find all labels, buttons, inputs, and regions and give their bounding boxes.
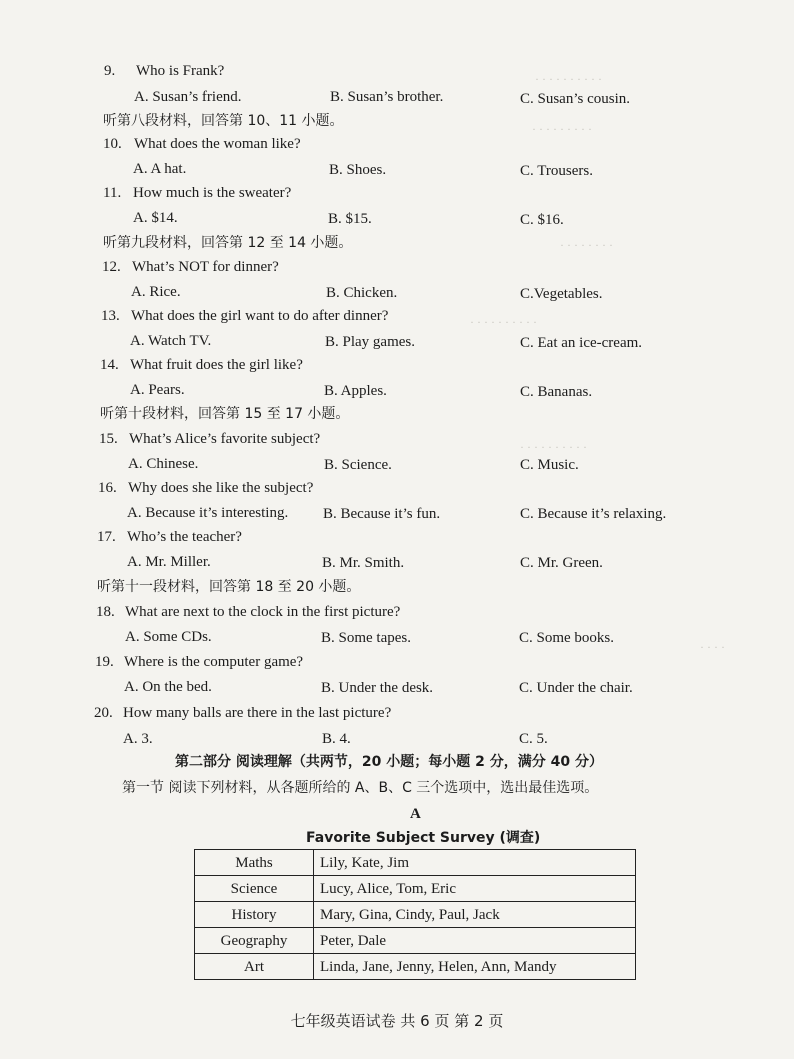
option-b: B. Apples.	[324, 383, 387, 399]
bleed-through-text: · · · · · · · · · ·	[535, 72, 602, 86]
page-footer: 七年级英语试卷 共 6 页 第 2 页	[290, 1012, 504, 1030]
question-text: What’s NOT for dinner?	[132, 259, 279, 275]
students-cell: Peter, Dale	[314, 928, 636, 954]
question-number: 10.	[103, 136, 122, 152]
bleed-through-text: · · · · · · · · · ·	[520, 440, 587, 454]
option-c: C. Under the chair.	[519, 680, 633, 696]
section-instruction: 听第十一段材料，回答第 18 至 20 小题。	[97, 579, 361, 595]
survey-table	[194, 849, 636, 980]
passage-letter: A	[410, 806, 421, 822]
option-c: C. $16.	[520, 212, 564, 228]
option-c: C. Bananas.	[520, 384, 593, 400]
option-b: B. Mr. Smith.	[322, 555, 405, 571]
option-a: A. Chinese.	[128, 456, 199, 472]
option-c: C. Because it’s relaxing.	[520, 506, 667, 522]
question-number: 12.	[102, 259, 121, 275]
table-row	[195, 876, 636, 902]
option-a: A. Rice.	[131, 284, 181, 300]
students-cell: Lily, Kate, Jim	[314, 850, 636, 876]
bleed-through-text: · · · · · · · · · ·	[470, 315, 537, 329]
question-text: How many balls are there in the last picture?	[123, 705, 392, 721]
option-b: B. Some tapes.	[321, 630, 411, 646]
question-text: What’s Alice’s favorite subject?	[129, 431, 321, 447]
option-c: C. Trousers.	[520, 163, 593, 179]
subject-cell: Maths	[195, 850, 314, 876]
part-heading: 第二部分 阅读理解（共两节，20 小题；每小题 2 分，满分 40 分）	[175, 754, 603, 770]
question-number: 16.	[98, 480, 117, 496]
question-number: 9.	[104, 63, 116, 79]
question-text: Who is Frank?	[136, 63, 225, 79]
section-instruction: 听第九段材料，回答第 12 至 14 小题。	[103, 235, 353, 251]
option-c: C. Some books.	[519, 630, 615, 646]
question-number: 20.	[94, 705, 113, 721]
option-b: B. $15.	[328, 211, 372, 227]
subject-cell: Geography	[195, 928, 314, 954]
option-b: B. Under the desk.	[321, 680, 434, 696]
option-a: A. On the bed.	[124, 679, 212, 695]
section-instruction: 听第十段材料，回答第 15 至 17 小题。	[100, 406, 350, 422]
question-text: How much is the sweater?	[133, 185, 292, 201]
bleed-through-text: · · · · · · · ·	[560, 238, 613, 252]
option-a: A. A hat.	[133, 161, 187, 177]
question-number: 19.	[95, 654, 114, 670]
question-text: Who’s the teacher?	[127, 529, 242, 545]
option-a: A. $14.	[133, 210, 178, 226]
option-a: A. Mr. Miller.	[127, 554, 211, 570]
table-row	[195, 850, 636, 876]
table-row	[195, 954, 636, 980]
option-c: C. 5.	[519, 731, 548, 747]
option-a: A. Because it’s interesting.	[127, 505, 289, 521]
question-number: 14.	[100, 357, 119, 373]
option-a: A. Some CDs.	[125, 629, 212, 645]
option-b: B. Play games.	[325, 334, 415, 350]
question-number: 17.	[97, 529, 116, 545]
survey-title: Favorite Subject Survey (调查)	[306, 830, 541, 846]
question-number: 15.	[99, 431, 118, 447]
option-c: C. Eat an ice-cream.	[520, 335, 643, 351]
table-row	[195, 902, 636, 928]
question-text: What are next to the clock in the first picture?	[125, 604, 401, 620]
table-row	[195, 928, 636, 954]
subject-cell: Art	[195, 954, 314, 980]
subject-cell: History	[195, 902, 314, 928]
question-text: What fruit does the girl like?	[130, 357, 303, 373]
option-c: C. Mr. Green.	[520, 555, 603, 571]
option-a: A. 3.	[123, 731, 153, 747]
option-b: B. Because it’s fun.	[323, 506, 441, 522]
students-cell: Mary, Gina, Cindy, Paul, Jack	[314, 902, 636, 928]
option-b: B. Science.	[324, 457, 392, 473]
question-text: What does the girl want to do after dinner?	[131, 308, 389, 324]
section-instruction: 听第八段材料，回答第 10、11 小题。	[103, 113, 344, 129]
question-text: Where is the computer game?	[124, 654, 304, 670]
question-text: Why does she like the subject?	[128, 480, 314, 496]
option-b: B. Shoes.	[329, 162, 387, 178]
question-text: What does the woman like?	[134, 136, 301, 152]
subject-cell: Science	[195, 876, 314, 902]
option-c: C.Vegetables.	[520, 286, 603, 302]
students-cell: Lucy, Alice, Tom, Eric	[314, 876, 636, 902]
question-number: 11.	[103, 185, 122, 201]
option-a: A. Watch TV.	[130, 333, 212, 349]
question-number: 18.	[96, 604, 115, 620]
option-b: B. Chicken.	[326, 285, 398, 301]
question-number: 13.	[101, 308, 120, 324]
option-b: B. 4.	[322, 731, 351, 747]
students-cell: Linda, Jane, Jenny, Helen, Ann, Mandy	[314, 954, 636, 980]
option-a: A. Susan’s friend.	[134, 89, 242, 105]
option-b: B. Susan’s brother.	[330, 89, 444, 105]
bleed-through-text: · · · ·	[700, 640, 725, 654]
option-a: A. Pears.	[130, 382, 185, 398]
section-heading: 第一节 阅读下列材料，从各题所给的 A、B、C 三个选项中，选出最佳选项。	[122, 780, 599, 796]
option-c: C. Susan’s cousin.	[520, 91, 631, 107]
bleed-through-text: · · · · · · · · ·	[532, 122, 592, 136]
option-c: C. Music.	[520, 457, 579, 473]
